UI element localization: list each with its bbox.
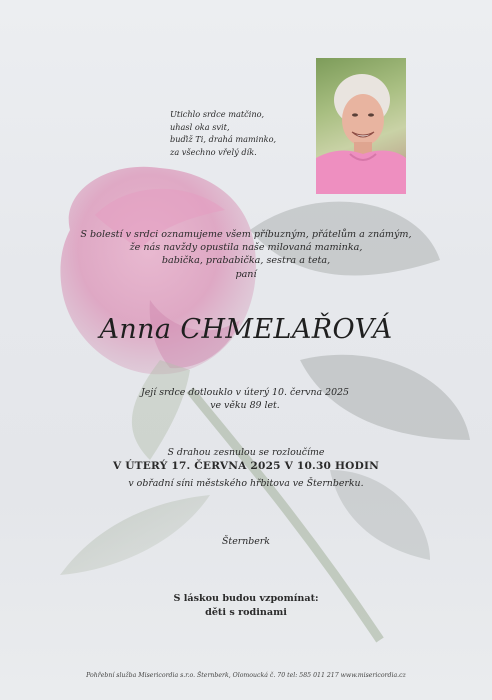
- memorial-verse: [170, 108, 310, 158]
- memory-line: děti s rodinami: [205, 606, 287, 618]
- verse-line: Utichlo srdce matčino,: [170, 109, 265, 119]
- verse-line: uhasl oka svit,: [170, 121, 230, 132]
- deceased-portrait-photo: [316, 58, 406, 194]
- announcement-line: babička, prababička, sestra a teta,: [161, 255, 331, 267]
- portrait-image: [316, 58, 406, 194]
- funeral-datetime: V ÚTERÝ 17. ČERVNA 2025 V 10.30 HODIN: [112, 460, 380, 472]
- city-name: Šternberk: [222, 536, 270, 547]
- announcement-text: [60, 228, 432, 281]
- funeral-service-footer: Pohřební služba Misericordia s.r.o. Šternberk, Olomoucká č. 70 tel: 585 011 217 www.misericordia.cz: [86, 672, 406, 679]
- funeral-intro: S drahou zesnulou se rozloučíme: [167, 447, 325, 458]
- age-line: ve věku 89 let.: [210, 400, 280, 411]
- mourners-signature: [130, 592, 362, 619]
- memory-line: S láskou budou vzpomínat:: [173, 593, 319, 604]
- announcement-line: že nás navždy opustila naše milovaná maminka,: [129, 242, 363, 254]
- death-date-line: Její srdce dotlouklo v úterý 10. června 2025: [141, 387, 349, 398]
- announcement-line: paní: [235, 268, 257, 280]
- verse-line: za všechno vřelý dík.: [170, 146, 257, 157]
- verse-line: buďiž Ti, drahá maminko,: [170, 134, 277, 144]
- announcement-line: S bolestí v srdci oznamujeme všem příbuzným, přátelům a známým,: [80, 229, 412, 240]
- funeral-place: v obřadní síni městského hřbitova ve Šternberku.: [128, 478, 364, 489]
- death-info: [100, 386, 390, 412]
- deceased-name: Anna CHMELAŘOVÁ: [99, 314, 393, 345]
